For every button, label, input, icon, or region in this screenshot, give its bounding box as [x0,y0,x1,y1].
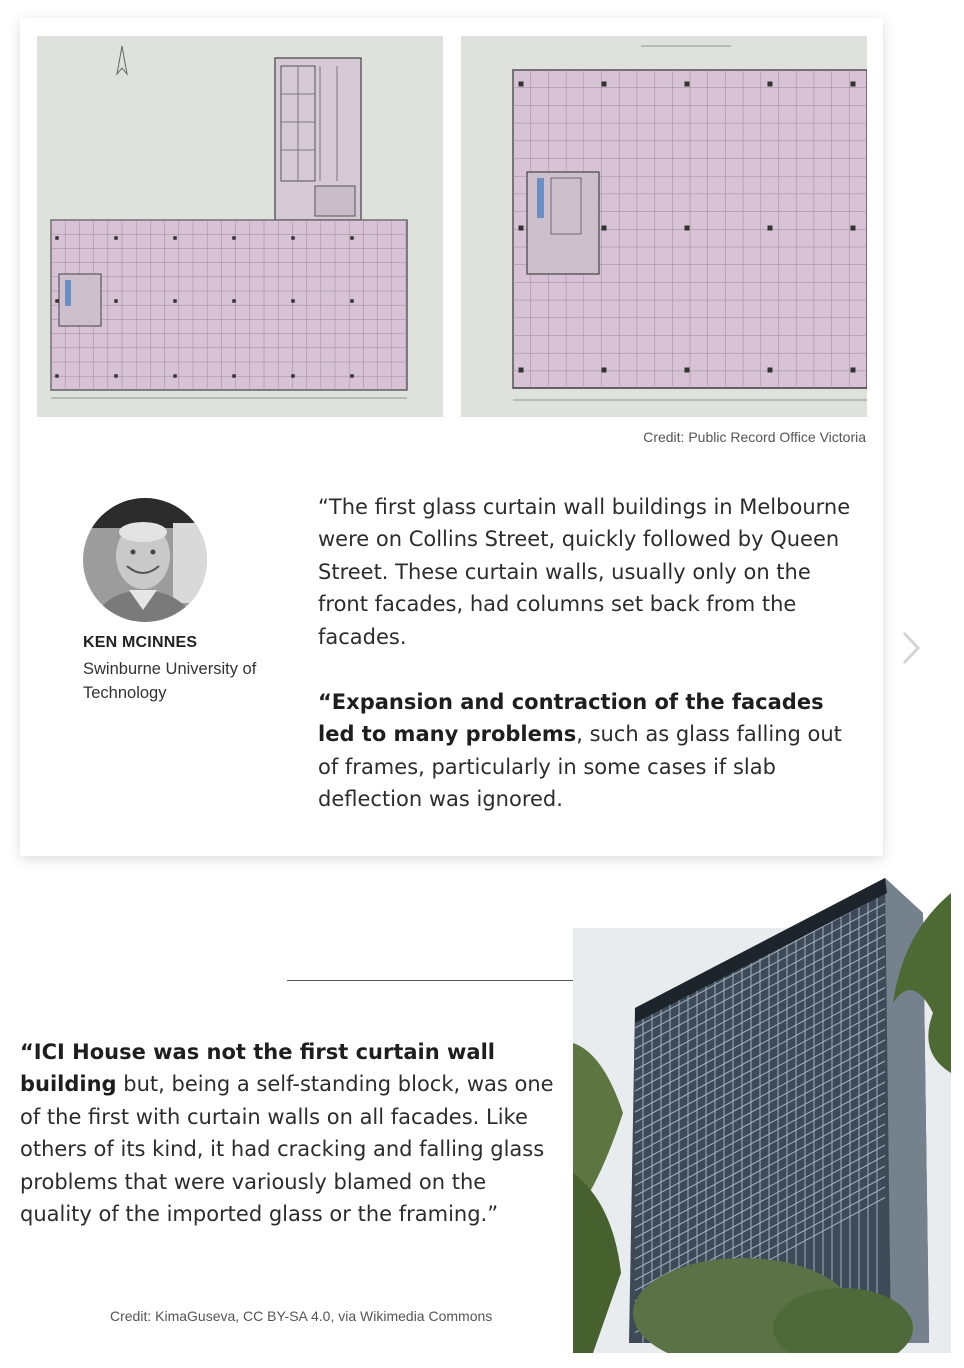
building-photo [573,873,951,1353]
quote-highlight: “ICI House was not the first curtain wall building [20,1040,495,1097]
quote-paragraph-2 [318,686,863,816]
chevron-right-icon[interactable] [900,630,922,666]
photo-credit: Credit: KimaGuseva, CC BY-SA 4.0, via Wikimedia Commons [110,1308,493,1324]
avatar [83,498,207,622]
person-affiliation: Swinburne University of Technology [83,660,257,702]
quote-highlight: “Expansion and contraction of the facades led to many problems [318,690,824,747]
quote-text: but, being a self-standing block, was one of the first with curtain walls on all facades. Like others of its kind, it had cracking and falling glass problems that were variously blamed on the quality of the imported glass or the framing.” [20,1072,554,1227]
divider [287,980,574,981]
floor-plan-image-right [461,36,867,417]
quote-paragraph-3 [20,1036,560,1230]
quote-text: , such as glass falling out of frames, particularly in some cases if slab deflection was ignored. [318,722,842,812]
quote-paragraph-1: “The first glass curtain wall buildings in Melbourne were on Collins Street, quickly followed by Queen Street. These curtain walls, usually only on the front facades, had columns set back from the facades. [318,495,851,649]
floor-plan-image-left [37,36,443,417]
person-name: KEN MCINNES [83,634,198,651]
image-credit: Credit: Public Record Office Victoria [643,429,866,445]
